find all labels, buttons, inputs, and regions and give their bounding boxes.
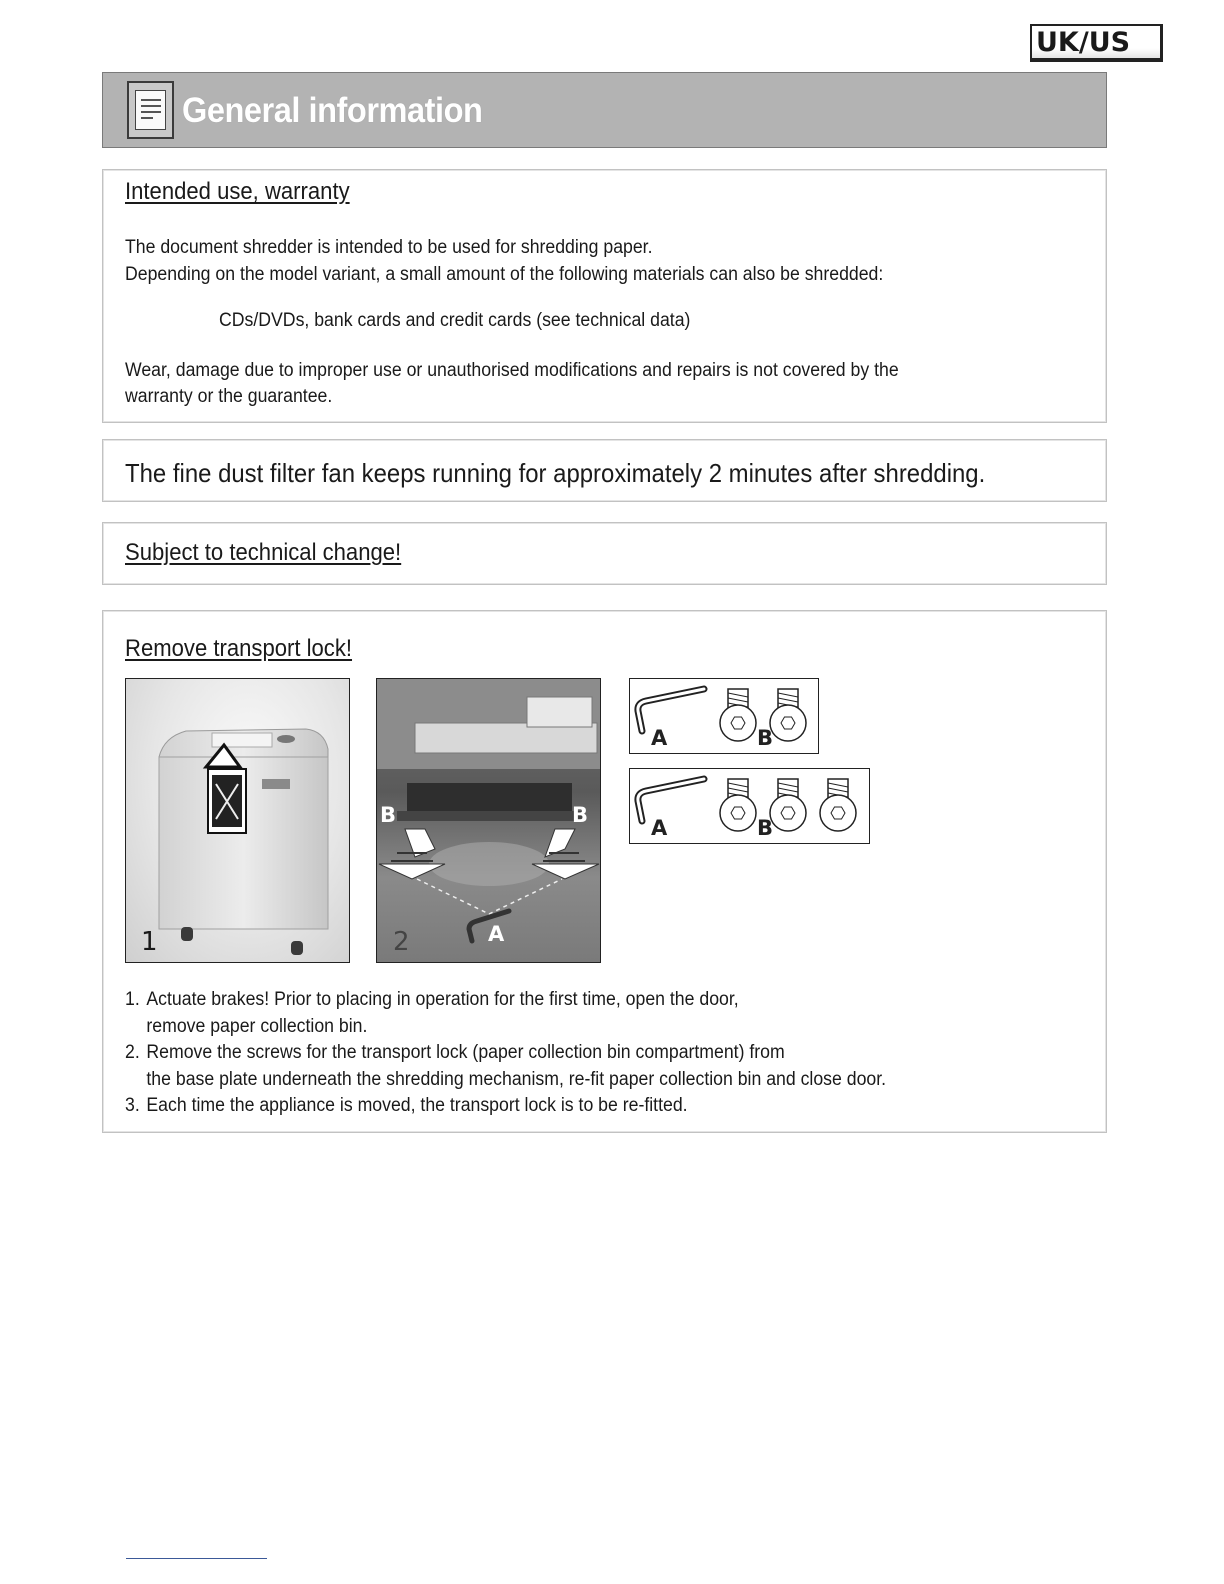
step-2 (125, 1040, 886, 1093)
step-number: 1. (125, 989, 140, 1010)
fan-note: The fine dust filter fan keeps running for approximately 2 minutes after shredding. (125, 458, 986, 488)
step-text: Remove the screws for the transport lock (paper collection bin compartment) from (146, 1042, 785, 1063)
intended-use-line-1: The document shredder is intended to be used for shredding paper. (125, 237, 653, 258)
base-plate-illustration (377, 679, 601, 963)
tool-kit-three-screws (629, 768, 870, 844)
tool-kit-two-screws (629, 678, 819, 754)
figure-number-1: 1 (141, 927, 158, 957)
step-1 (125, 987, 886, 1040)
transport-lock-heading: Remove transport lock! (125, 635, 353, 662)
technical-change-note: Subject to technical change! (125, 539, 402, 566)
fan-note-section (102, 439, 1107, 502)
label-a: A (488, 922, 505, 946)
language-badge: UK/US (1030, 24, 1163, 62)
shredder-photo (125, 678, 350, 963)
base-plate-photo (376, 678, 601, 963)
step-text-continued: the base plate underneath the shredding mechanism, re-fit paper collection bin and close door. (146, 1068, 887, 1090)
warranty-line-1: Wear, damage due to improper use or unauthorised modifications and repairs is not covered by the (125, 360, 899, 381)
footnote-divider (126, 1558, 267, 1559)
step-text: Each time the appliance is moved, the transport lock is to be re-fitted. (146, 1095, 688, 1116)
tool-label-a: A (651, 816, 668, 840)
materials-list: CDs/DVDs, bank cards and credit cards (see technical data) (219, 310, 691, 331)
intended-use-heading: Intended use, warranty (125, 178, 350, 205)
tool-label-b: B (757, 726, 774, 750)
document-icon (127, 81, 174, 139)
section-header (102, 72, 1107, 148)
transport-lock-section (102, 610, 1107, 1133)
shredder-illustration (126, 679, 350, 963)
label-b-right: B (572, 803, 589, 827)
technical-change-section (102, 522, 1107, 585)
tool-label-a: A (651, 726, 668, 750)
instruction-steps (125, 987, 943, 1120)
intended-use-line-2: Depending on the model variant, a small amount of the following materials can also be shredded: (125, 264, 884, 285)
step-text-continued: remove paper collection bin. (146, 1015, 368, 1037)
warranty-line-2: warranty or the guarantee. (125, 386, 333, 407)
step-text: Actuate brakes! Prior to placing in operation for the first time, open the door, (146, 989, 739, 1010)
step-number: 3. (125, 1095, 140, 1116)
page-title: General information (182, 91, 483, 130)
label-b-left: B (380, 803, 397, 827)
step-3 (125, 1093, 886, 1120)
intended-use-section (102, 169, 1107, 423)
step-number: 2. (125, 1042, 140, 1063)
tool-label-b: B (757, 816, 774, 840)
figure-number-2: 2 (393, 927, 410, 957)
